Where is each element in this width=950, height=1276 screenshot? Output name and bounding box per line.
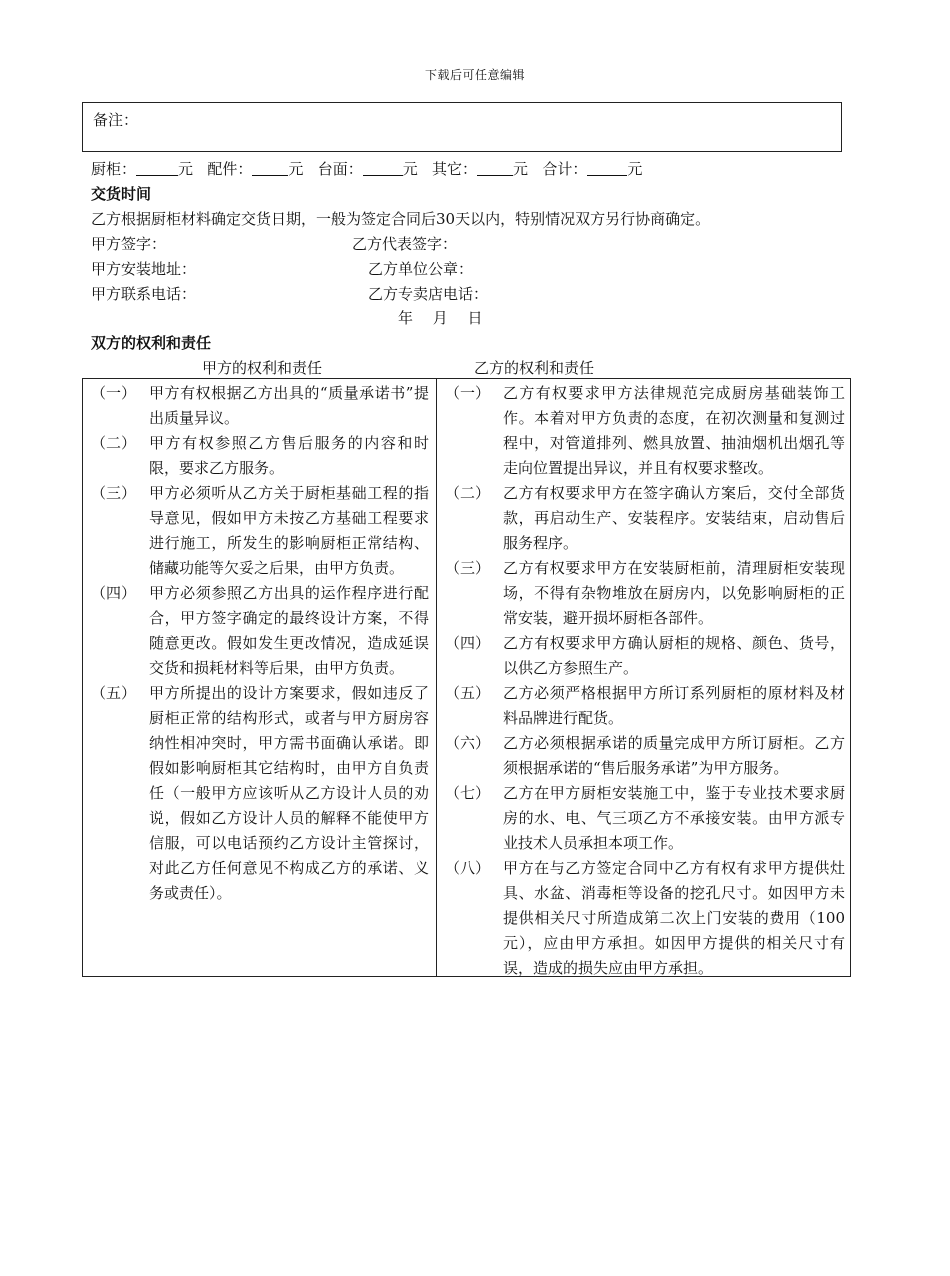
party-b-rights-item-number: （四） bbox=[445, 634, 491, 652]
party-b-rights-item bbox=[445, 381, 845, 481]
party-b-rights-item bbox=[445, 731, 845, 781]
party-b-rights-item-text: 乙方在甲方厨柜安装施工中，鉴于专业技术要求厨房的水、电、气三项乙方不承接安装。由甲方派专业技术人员承担本项工作。 bbox=[503, 784, 845, 852]
party-b-rights-item-text: 甲方在与乙方签定合同中乙方有权有求甲方提供灶具、水盆、消毒柜等设备的挖孔尺寸。如因甲方未提供相关尺寸所造成第二次上门安装的费用（100元），应由甲方承担。如因甲方提供的相关尺寸有误，造成的损失应由甲方承担。 bbox=[503, 859, 845, 977]
party-a-rights-title: 甲方的权利和责任 bbox=[202, 359, 323, 377]
other-fee-label: 其它： bbox=[432, 160, 478, 178]
party-a-rights-item-number: （二） bbox=[91, 434, 137, 452]
party-a-rights-item-text: 甲方必须参照乙方出具的运作程序进行配合，甲方签字确定的最终设计方案，不得随意更改。假如发生更改情况，造成延误交货和损耗材料等后果，由甲方负责。 bbox=[149, 584, 429, 677]
party-b-rights-item-number: （六） bbox=[445, 734, 491, 752]
party-b-rights-item-number: （三） bbox=[445, 559, 491, 577]
cabinet-fee-unit: 元 bbox=[178, 160, 194, 178]
party-b-rights-title: 乙方的权利和责任 bbox=[474, 359, 595, 377]
date-line: 年 月 日 bbox=[398, 309, 483, 327]
parts-fee-blank bbox=[252, 161, 288, 176]
total-fee-label: 合计： bbox=[542, 160, 588, 178]
party-b-seal-label: 乙方单位公章： bbox=[368, 260, 474, 278]
party-a-rights-item bbox=[91, 381, 429, 431]
party-a-rights-item-text: 甲方有权根据乙方出具的“质量承诺书”提出质量异议。 bbox=[149, 384, 429, 427]
countertop-fee-label: 台面： bbox=[317, 160, 363, 178]
other-fee-blank bbox=[477, 161, 513, 176]
party-b-rights-item-number: （五） bbox=[445, 684, 491, 702]
party-a-rights-item-number: （四） bbox=[91, 584, 137, 602]
party-b-rights-item-text: 乙方有权要求甲方法律规范完成厨房基础装饰工作。本着对甲方负责的态度，在初次测量和复测过程中，对管道排列、燃具放置、抽油烟机出烟孔等走向位置提出异议，并且有权要求整改。 bbox=[503, 384, 845, 477]
party-b-rights-item-text: 乙方必须根据承诺的质量完成甲方所订厨柜。乙方须根据承诺的“售后服务承诺”为甲方服务。 bbox=[503, 734, 845, 777]
party-b-rights-item bbox=[445, 856, 845, 981]
party-b-rights-item-number: （一） bbox=[445, 384, 491, 402]
remarks-box bbox=[82, 102, 842, 152]
party-b-rights-item-text: 乙方必须严格根据甲方所订系列厨柜的原材料及材料品牌进行配货。 bbox=[503, 684, 845, 727]
parts-fee-label: 配件： bbox=[207, 160, 253, 178]
party-b-rights-item bbox=[445, 681, 845, 731]
party-a-sign-label: 甲方签字： bbox=[91, 235, 167, 253]
party-b-rights-column bbox=[445, 381, 845, 981]
party-a-rights-item-number: （一） bbox=[91, 384, 137, 402]
cabinet-fee-blank bbox=[136, 161, 178, 176]
party-a-rights-item-number: （五） bbox=[91, 684, 137, 702]
rights-table bbox=[82, 378, 851, 977]
party-a-rights-item bbox=[91, 431, 429, 481]
party-b-store-phone-label: 乙方专卖店电话： bbox=[368, 285, 489, 303]
party-a-rights-item bbox=[91, 481, 429, 581]
party-b-rights-item-number: （二） bbox=[445, 484, 491, 502]
rights-title: 双方的权利和责任 bbox=[91, 334, 212, 352]
party-a-rights-item bbox=[91, 681, 429, 906]
parts-fee-unit: 元 bbox=[288, 160, 304, 178]
party-a-rights-item-number: （三） bbox=[91, 484, 137, 502]
party-b-rights-item bbox=[445, 481, 845, 556]
party-a-rights-item-text: 甲方所提出的设计方案要求，假如违反了厨柜正常的结构形式，或者与甲方厨房容纳性相冲突时，甲方需书面确认承诺。即假如影响厨柜其它结构时，由甲方自负责任（一般甲方应该听从乙方设计人员的劝说，假如乙方设计人员的解释不能使甲方信服，可以电话预约乙方设计主管探讨，对此乙方任何意见不构成乙方的承诺、义务或责任）。 bbox=[149, 684, 429, 902]
other-fee-unit: 元 bbox=[513, 160, 529, 178]
party-b-rep-sign-label: 乙方代表签字： bbox=[352, 235, 458, 253]
party-b-rights-item-text: 乙方有权要求甲方在安装厨柜前，清理厨柜安装现场，不得有杂物堆放在厨房内，以免影响厨柜的正常安装，避开损坏厨柜各部件。 bbox=[503, 559, 845, 627]
party-b-rights-item bbox=[445, 631, 845, 681]
delivery-title: 交货时间 bbox=[91, 185, 152, 203]
party-b-rights-item-number: （八） bbox=[445, 859, 491, 877]
party-a-rights-item-text: 甲方有权参照乙方售后服务的内容和时限，要求乙方服务。 bbox=[149, 434, 429, 477]
party-b-rights-item bbox=[445, 556, 845, 631]
party-a-rights-item-text: 甲方必须听从乙方关于厨柜基础工程的指导意见，假如甲方未按乙方基础工程要求进行施工，所发生的影响厨柜正常结构、储藏功能等欠妥之后果，由甲方负责。 bbox=[149, 484, 429, 577]
column-divider bbox=[436, 379, 437, 976]
party-b-rights-item-text: 乙方有权要求甲方确认厨柜的规格、颜色、货号，以供乙方参照生产。 bbox=[503, 634, 845, 677]
total-fee-unit: 元 bbox=[627, 160, 643, 178]
remarks-label: 备注： bbox=[93, 111, 139, 129]
cabinet-fee-label: 厨柜： bbox=[91, 160, 137, 178]
party-a-rights-item bbox=[91, 581, 429, 681]
countertop-fee-blank bbox=[363, 161, 403, 176]
total-fee-blank bbox=[587, 161, 627, 176]
party-a-address-label: 甲方安装地址： bbox=[91, 260, 197, 278]
party-b-rights-item bbox=[445, 781, 845, 856]
countertop-fee-unit: 元 bbox=[402, 160, 418, 178]
fee-line bbox=[91, 158, 642, 179]
party-a-rights-column bbox=[91, 381, 429, 906]
party-b-rights-item-number: （七） bbox=[445, 784, 491, 802]
delivery-text: 乙方根据厨柜材料确定交货日期，一般为签定合同后30天以内，特别情况双方另行协商确定。 bbox=[91, 210, 711, 228]
header-note: 下载后可任意编辑 bbox=[424, 68, 525, 82]
party-a-phone-label: 甲方联系电话： bbox=[91, 285, 197, 303]
party-b-rights-item-text: 乙方有权要求甲方在签字确认方案后，交付全部货款，再启动生产、安装程序。安装结束，启动售后服务程序。 bbox=[503, 484, 845, 552]
